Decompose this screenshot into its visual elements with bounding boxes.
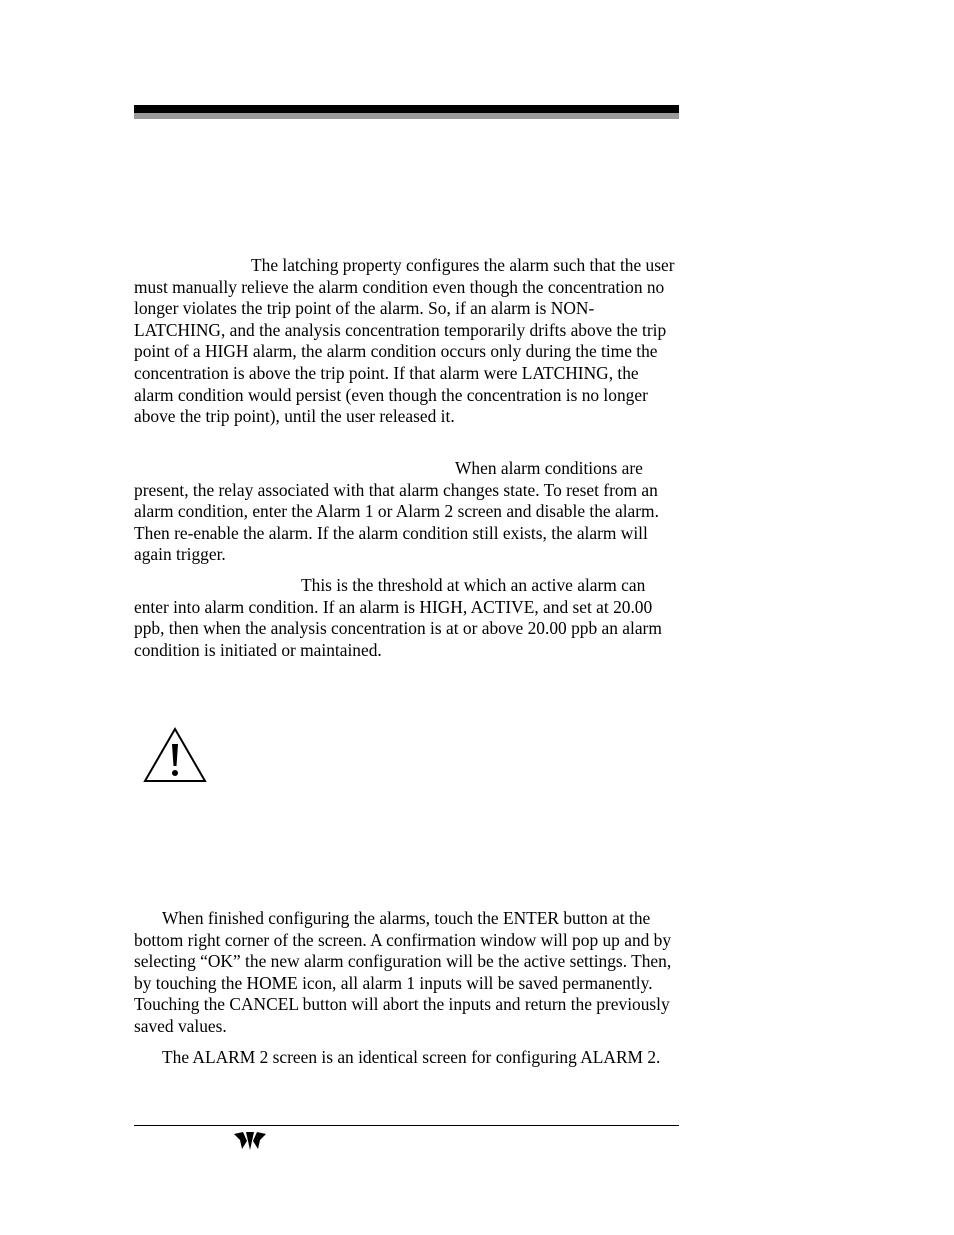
header-rule-shadow bbox=[134, 113, 679, 119]
teledyne-logo-icon bbox=[233, 1131, 267, 1151]
latching-paragraph: The latching property configures the alarm such that the user must manually relieve the alarm condition even though the concentration no longer violates the trip point of the alarm. So, if an alarm is NON-LATCHING, and the analysis concentration temporarily drifts above the trip point of a HIGH alarm, the alarm condition occurs only during the time the concentration is above the trip point. If that alarm were LATCHING, the alarm condition would persist (even though the concentration is no longer above the trip point), until the user released it. bbox=[134, 255, 675, 427]
footer-rule bbox=[134, 1125, 679, 1126]
reset-paragraph: When alarm conditions are present, the relay associated with that alarm changes state. To reset from an alarm condition, enter the Alarm 1 or Alarm 2 screen and disable the alarm. Then re-enable the alarm. If the alarm condition still exists, the alarm will again trigger. bbox=[134, 458, 659, 565]
warning-triangle-icon bbox=[142, 726, 208, 784]
header-rule bbox=[134, 105, 679, 113]
finish-paragraph: When finished configuring the alarms, touch the ENTER button at the bottom right corner of the screen. A confirmation window will pop up and by selecting “OK” the new alarm configuration will be the active settings. Then, by touching the HOME icon, all alarm 1 inputs will be saved permanently. Touching the CANCEL button will abort the inputs and return the previously saved values. bbox=[134, 908, 672, 1036]
threshold-paragraph: This is the threshold at which an active alarm can enter into alarm condition. If an alarm is HIGH, ACTIVE, and set at 20.00 ppb, then when the analysis concentration is at or above 20.00 ppb an alarm condition is initiated or maintained. bbox=[134, 575, 662, 660]
alarm2-paragraph: The ALARM 2 screen is an identical screen for configuring ALARM 2. bbox=[162, 1047, 661, 1067]
